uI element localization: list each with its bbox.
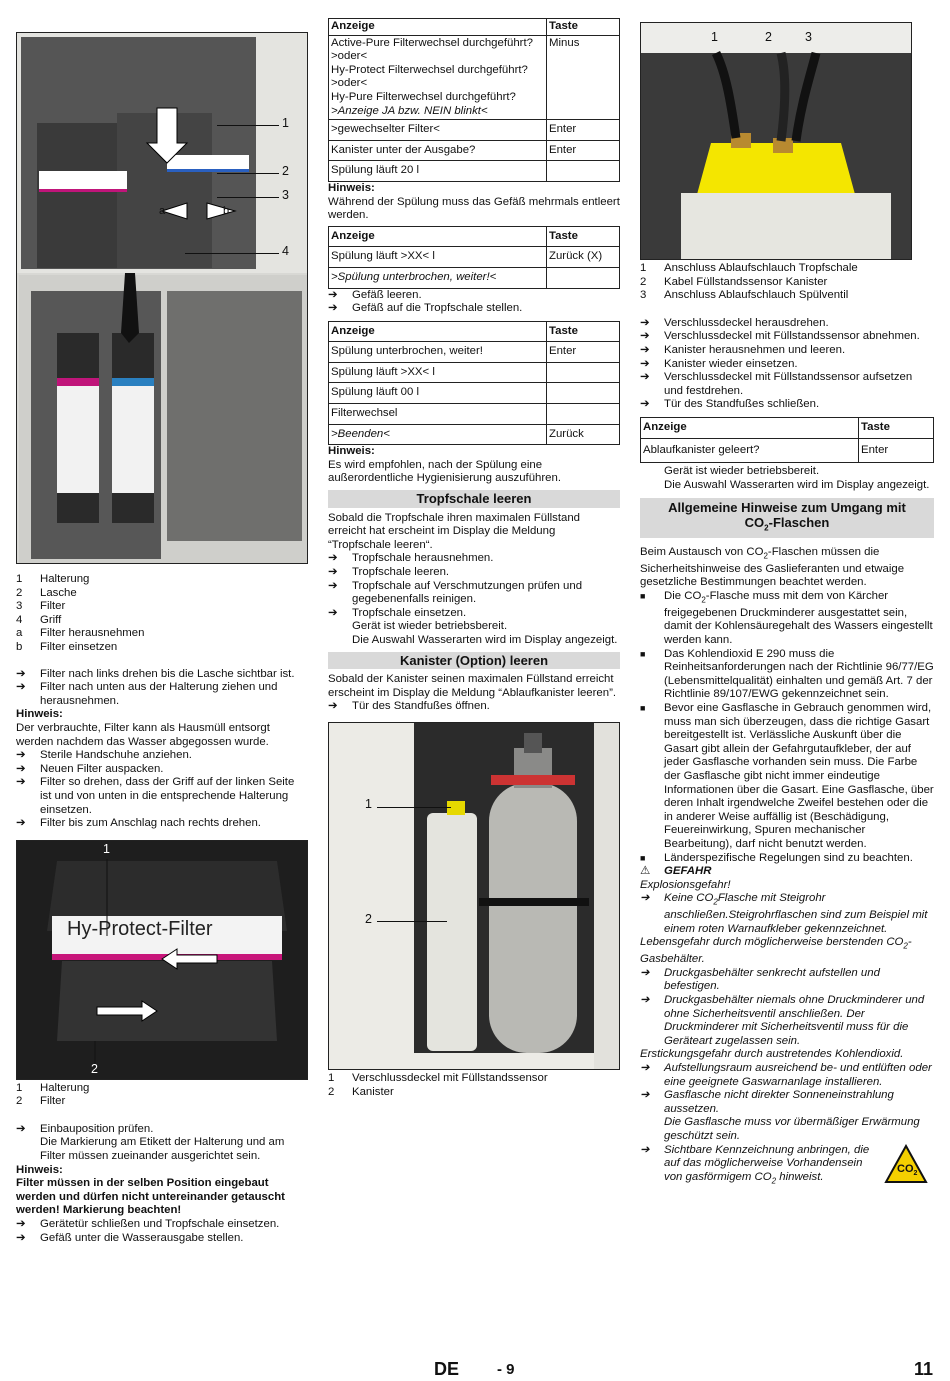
note2-text: Es wird empfohlen, nach der Spülung eine außerordentliche Hygienisierung auszuführen. <box>328 458 562 485</box>
column-1 <box>16 32 308 1245</box>
note-title: Hinweis: <box>328 181 375 194</box>
empty-vessel-steps: ➔ Gefäß leeren. ➔ Gefäß auf die Tropfschale stellen. <box>328 289 620 316</box>
canister-after-2: Die Auswahl Wasserarten wird im Display angezeigt. <box>664 478 930 491</box>
canister-illustration <box>329 723 620 1070</box>
co2-intro: Beim Austausch von $CO_2$-Flaschen müssen die Sicherheitshinweise des Gaslieferanten und etwaige gesetzliche Bestimmungen beachtet werden. <box>640 545 905 589</box>
fig1-label-4: 4 <box>282 244 289 258</box>
note1-text: Der verbrauchte, Filter kann als Hausmüll entsorgt werden nachdem das Wasser abgegossen wurde. <box>16 721 270 748</box>
danger-heading: ⚠ GEFAHR <box>640 865 712 878</box>
final-steps: ➔ Gerätetür schließen und Tropfschale einsetzen. ➔ Gefäß unter die Wasserausgabe stellen. <box>16 1218 308 1245</box>
filter-label-illustration <box>17 841 308 1080</box>
note2-title: Hinweis: <box>328 445 375 458</box>
fig2-label-1: 1 <box>103 841 110 856</box>
footer-page-number: 11 <box>914 1359 934 1379</box>
danger-block: Explosionsgefahr! ➔ Keine $CO_2Flasche$ mit Steigrohr anschließen.Steigrohrflaschen sind zum Beispiel mit einem roten Warnaufkleber gekennzeichnet. Lebensgefahr durch möglicherweise berstenden $CO_2$-Gasbehälter. ➔ Druckgasbehälter senkrecht aufstellen und befestigen. ➔ Druckgasbehälter niemals ohne Druckminderer und ohne Sicherheitsventil anschließen. Der Druckminderer mit Sicherheitsventil muss für die Geräteart zugelassen sein. Erstickungsgefahr durch austretendes Kohlendioxid. ➔ Aufstellungsraum ausreichend be- und entlüften oder eine geeignete Gaswarnanlage installieren. ➔ Gasflasche nicht direkter Sonneneinstrahlung aussetzen. Die Gasflasche muss vor übermäßiger Erwärmung geschützt sein. ➔ Sichtbare Kennzeichnung anbringen, die auf das möglicherweise Vorhandensein von gasförmigem $CO_2$ hinweist. $CO_2$ <box>640 879 934 1188</box>
fig4-label-3: 3 <box>805 30 812 44</box>
fig2-label-text: Hy-Protect-Filter <box>67 917 213 940</box>
display-table-1: Anzeige Taste Active-Pure Filterwechsel durchgeführt? >oder< Hy-Protect Filterwechsel durchgeführt? >oder< Hy-Pure Filterwechsel durchgeführt? >Anzeige JA bzw. NEIN blinkt< Minus >gewechselter Filter< Enter Kanister unter der Ausgabe? Enter Spülung läuft 20 l <box>328 18 620 182</box>
canister-step: ➔ Tür des Standfußes öffnen. <box>328 700 620 714</box>
canister-photo <box>328 722 620 1070</box>
fig4-label-2: 2 <box>765 30 772 44</box>
filter-cabinet-photo <box>16 32 308 564</box>
fig1-label-1: 1 <box>282 116 289 130</box>
section-co2-bottles: Allgemeine Hinweise zum Umgang mit $CO_2$-Flaschen <box>640 498 934 538</box>
fig3-caption: 1 Verschlussdeckel mit Füllstandssensor 2 Kanister <box>328 1071 548 1098</box>
filter-removal-steps: ➔ Filter nach links drehen bis die Lasche sichtbar ist. ➔ Filter nach unten aus der Halterung ziehen und herausnehmen. <box>16 668 308 709</box>
footer-lang: DE <box>434 1359 460 1379</box>
note2-title: Hinweis: <box>16 1163 63 1176</box>
footer-page: - 9 <box>497 1361 515 1378</box>
warning-triangle-icon: ⚠ <box>640 865 651 878</box>
fig4-caption: 1 Anschluss Ablaufschlauch Tropfschale 2 Kabel Füllstandssensor Kanister 3 Anschluss Ablaufschlauch Spülventil <box>640 262 858 302</box>
fig2-label-2: 2 <box>91 1061 98 1076</box>
co2-bullets: ■ Die $CO_2$-Flasche muss mit dem von Kärcher freigegebenen Druckminderer ausgestattet sein, damit der Kohlensäuregehalt des Wassers eingestellt werden kann. ■ Das Kohlendioxid E 290 muss die Reinheitsanforderungen nach der Richtlinie 96/77/EG (Lebensmittelqualität) einhalten und gemäß Art. 7 der Richtlinie 89/107/EWG gekennzeichnet sein. ■ Bevor eine Gasflasche in Gebrauch genommen wird, muss man sich überzeugen, dass die richtige Gasart bereitgestellt ist. Verlässliche Auskunft über die Gasart gibt allein der Gefahrgutaufkleber, der auf jeder Gasflasche vorhanden sein muss. Die Farbe der Gasflasche gibt nicht immer eindeutige Informationen über die Gasart. Eine Gasflasche, über deren Inhalt irgendwelche Zweifel bestehen oder die in anderer Weise auffällig ist (Beschädigung, Feuereinwirkung, Spuren mechanischer Bearbeitung), darf nicht benutzt werden. ■ Länderspezifische Regelungen sind zu beachten. <box>640 590 934 865</box>
column-2 <box>328 18 620 1099</box>
display-table-4: Anzeige Taste Ablaufkanister geleert? Enter <box>640 417 934 463</box>
drip-tray-steps: ➔ Tropfschale herausnehmen. ➔ Tropfschale leeren. ➔ Tropfschale auf Verschmutzungen prüfen und gegebenenfalls reinigen. ➔ Tropfschale einsetzen. Gerät ist wieder betriebsbereit. Die Auswahl Wasserarten wird im Display angezeigt. <box>328 552 620 647</box>
fig1-sublabel-b: b <box>223 205 230 217</box>
note2-text: Filter müssen in der selben Position eingebaut werden und dürfen nicht untereinander getauscht werden! Markierung beachten! <box>16 1177 285 1217</box>
filter-cabinet-illustration <box>17 33 308 564</box>
position-check-step: ➔ Einbauposition prüfen. Die Markierung am Etikett der Halterung und am Filter müssen zueinander ausgerichtet sein. <box>16 1123 308 1164</box>
canister-after-1: Gerät ist wieder betriebsbereit. <box>664 465 820 478</box>
fig3-label-1: 1 <box>365 796 372 811</box>
fig1-sublabel-a: a <box>159 205 166 217</box>
display-table-3: Anzeige Taste Spülung unterbrochen, weiter! Enter Spülung läuft >XX< l Spülung läuft 00 l Filterwechsel >Beenden< Zurück <box>328 321 620 446</box>
section-drip-tray: Tropfschale leeren <box>328 490 620 508</box>
filter-insert-steps: ➔ Sterile Handschuhe anziehen. ➔ Neuen Filter auspacken. ➔ Filter so drehen, dass der Griff auf der linken Seite ist und von unten in die entsprechende Halterung einsetzen. ➔ Filter bis zum Anschlag nach rechts drehen. <box>16 749 308 831</box>
fig3-label-2: 2 <box>365 911 372 926</box>
filter-label-photo <box>16 840 308 1080</box>
fig2-caption: 1 Halterung 2 Filter <box>16 1081 90 1108</box>
co2-warning-icon: $CO_2$ <box>884 1144 928 1184</box>
canister-cap-illustration <box>641 23 912 260</box>
display-table-2: Anzeige Taste Spülung läuft >XX< l Zurück (X) >Spülung unterbrochen, weiter!< <box>328 226 620 289</box>
drip-tray-intro: Sobald die Tropfschale ihren maximalen Füllstand erreicht hat erscheint im Display die Meldung “Tropfschale leeren“. <box>328 511 580 551</box>
canister-intro: Sobald der Kanister seinen maximalen Füllstand erreicht erscheint im Display die Meldung “Ablaufkanister leeren”. <box>328 673 617 699</box>
fig4-label-1: 1 <box>711 30 718 44</box>
fig1-label-2: 2 <box>282 164 289 178</box>
section-canister: Kanister (Option) leeren <box>328 652 620 670</box>
fig1-label-3: 3 <box>282 188 289 202</box>
column-3 <box>640 22 934 1188</box>
fig1-caption: 1 Halterung 2 Lasche 3 Filter 4 Griff a Filter herausnehmen b Filter einsetzen <box>16 573 145 653</box>
canister-steps: ➔ Verschlussdeckel herausdrehen. ➔ Verschlussdeckel mit Füllstandssensor abnehmen. ➔ Kanister herausnehmen und leeren. ➔ Kanister wieder einsetzen. ➔ Verschlussdeckel mit Füllstandssensor aufsetzen und festdrehen. ➔ Tür des Standfußes schließen. <box>640 317 934 412</box>
note1-title: Hinweis: <box>16 708 63 721</box>
note-text: Während der Spülung muss das Gefäß mehrmals entleert werden. <box>328 195 620 222</box>
canister-cap-photo <box>640 22 912 260</box>
